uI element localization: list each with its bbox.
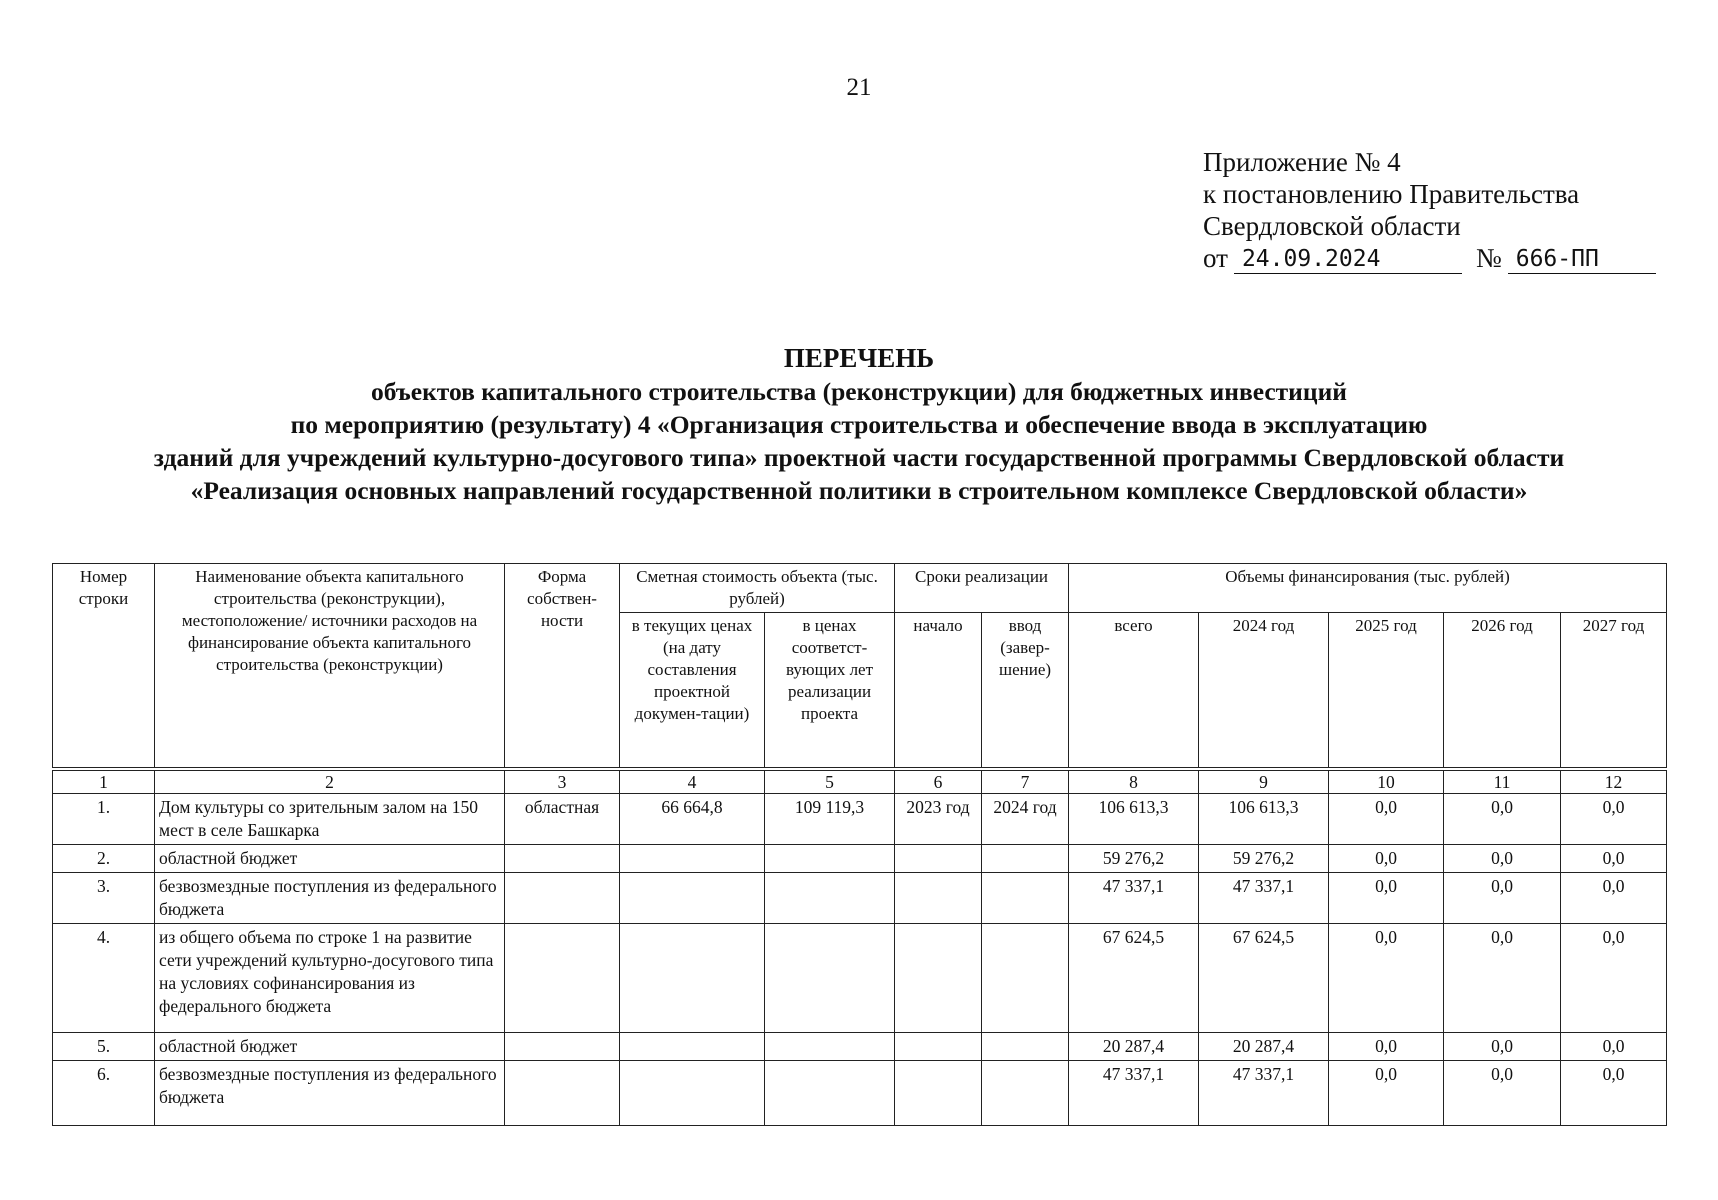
table-row [53, 873, 1667, 924]
table-row [53, 1061, 1667, 1126]
row-name: безвозмездные поступления из федерального бюджета [155, 1061, 505, 1126]
column-number: 6 [895, 771, 982, 794]
row-total: 106 613,3 [1069, 794, 1199, 845]
header-estimate-current: в текущих ценах (на дату составления проектной докумен-тации) [620, 613, 765, 768]
row-total: 47 337,1 [1069, 873, 1199, 924]
row-total: 47 337,1 [1069, 1061, 1199, 1126]
column-number: 3 [505, 771, 620, 794]
row-estimate-current: 66 664,8 [620, 794, 765, 845]
row-2024: 47 337,1 [1199, 873, 1329, 924]
table-row [53, 845, 1667, 873]
number-prefix: № [1475, 243, 1502, 273]
row-estimate-current [620, 845, 765, 873]
header-terms: Сроки реализации [895, 564, 1069, 613]
row-2025: 0,0 [1329, 924, 1444, 1033]
row-ownership [505, 924, 620, 1033]
row-end [982, 845, 1069, 873]
row-number: 4. [53, 924, 155, 1033]
row-total: 20 287,4 [1069, 1033, 1199, 1061]
row-ownership: областная [505, 794, 620, 845]
row-total: 67 624,5 [1069, 924, 1199, 1033]
row-start: 2023 год [895, 794, 982, 845]
column-number: 8 [1069, 771, 1199, 794]
row-name: Дом культуры со зрительным залом на 150 мест в селе Башкарка [155, 794, 505, 845]
row-2024: 67 624,5 [1199, 924, 1329, 1033]
title-line-3: зданий для учреждений культурно-досугового типа» проектной части государственной программы Свердловской области [153, 443, 1565, 472]
title-line-4: «Реализация основных направлений государственной политики в строительном комплексе Свердловской области» [190, 476, 1528, 505]
appendix-date-line [1203, 242, 1656, 274]
header-name: Наименование объекта капитального строительства (реконструкции), местоположение/ источники расходов на финансирование объекта капитального строительства (реконструкции) [155, 564, 505, 768]
row-name: областной бюджет [155, 1033, 505, 1061]
row-2025: 0,0 [1329, 873, 1444, 924]
column-number: 1 [53, 771, 155, 794]
row-end [982, 924, 1069, 1033]
column-number: 9 [1199, 771, 1329, 794]
row-2025: 0,0 [1329, 1033, 1444, 1061]
objects-table [52, 563, 1667, 1126]
row-ownership [505, 1061, 620, 1126]
appendix-line-2: к постановлению Правительства [1203, 179, 1580, 209]
row-estimate-current [620, 1061, 765, 1126]
column-number: 2 [155, 771, 505, 794]
row-estimate-years: 109 119,3 [765, 794, 895, 845]
appendix-line-3: Свердловской области [1203, 211, 1461, 241]
row-estimate-years [765, 873, 895, 924]
header-estimate: Сметная стоимость объекта (тыс. рублей) [620, 564, 895, 613]
row-start [895, 1033, 982, 1061]
row-end [982, 1061, 1069, 1126]
title-line-1: объектов капитального строительства (реконструкции) для бюджетных инвестиций [371, 377, 1347, 406]
row-2027: 0,0 [1561, 924, 1667, 1033]
decree-date: 24.09.2024 [1234, 245, 1462, 274]
page-number: 21 [846, 74, 872, 101]
row-end [982, 1033, 1069, 1061]
column-number: 5 [765, 771, 895, 794]
row-estimate-years [765, 924, 895, 1033]
row-start [895, 845, 982, 873]
row-2024: 59 276,2 [1199, 845, 1329, 873]
row-ownership [505, 1033, 620, 1061]
row-2026: 0,0 [1444, 1033, 1561, 1061]
row-ownership [505, 845, 620, 873]
row-name: из общего объема по строке 1 на развитие сети учреждений культурно-досугового типа на условиях софинансирования из федерального бюджета [155, 924, 505, 1033]
row-number: 2. [53, 845, 155, 873]
appendix-block [1203, 146, 1656, 274]
row-start [895, 924, 982, 1033]
row-number: 6. [53, 1061, 155, 1126]
row-2026: 0,0 [1444, 873, 1561, 924]
row-name: областной бюджет [155, 845, 505, 873]
header-ownership: Форма собствен-ности [505, 564, 620, 768]
header-fin-2025: 2025 год [1329, 613, 1444, 768]
row-2026: 0,0 [1444, 924, 1561, 1033]
row-total: 59 276,2 [1069, 845, 1199, 873]
row-estimate-current [620, 924, 765, 1033]
row-ownership [505, 873, 620, 924]
header-estimate-years: в ценах соответст-вующих лет реализации проекта [765, 613, 895, 768]
header-row-number: Номер строки [53, 564, 155, 768]
column-number: 12 [1561, 771, 1667, 794]
table-row [53, 924, 1667, 1033]
row-start [895, 873, 982, 924]
decree-number: 666-ПП [1508, 245, 1656, 274]
table-row [53, 794, 1667, 845]
row-estimate-current [620, 873, 765, 924]
row-start [895, 1061, 982, 1126]
row-number: 3. [53, 873, 155, 924]
row-estimate-years [765, 845, 895, 873]
row-2027: 0,0 [1561, 794, 1667, 845]
header-fin-2027: 2027 год [1561, 613, 1667, 768]
row-2027: 0,0 [1561, 845, 1667, 873]
header-financing: Объемы финансирования (тыс. рублей) [1069, 564, 1667, 613]
row-estimate-current [620, 1033, 765, 1061]
row-number: 1. [53, 794, 155, 845]
row-name: безвозмездные поступления из федерального бюджета [155, 873, 505, 924]
row-2026: 0,0 [1444, 794, 1561, 845]
row-estimate-years [765, 1061, 895, 1126]
header-fin-2024: 2024 год [1199, 613, 1329, 768]
document-title [0, 342, 1718, 507]
row-2027: 0,0 [1561, 1033, 1667, 1061]
header-fin-total: всего [1069, 613, 1199, 768]
row-2024: 106 613,3 [1199, 794, 1329, 845]
header-terms-start: начало [895, 613, 982, 768]
row-2027: 0,0 [1561, 1061, 1667, 1126]
row-2024: 47 337,1 [1199, 1061, 1329, 1126]
column-number: 4 [620, 771, 765, 794]
table-row [53, 1033, 1667, 1061]
column-number: 11 [1444, 771, 1561, 794]
header-fin-2026: 2026 год [1444, 613, 1561, 768]
title-line-2: по мероприятию (результату) 4 «Организация строительства и обеспечение ввода в эксплуатацию [290, 410, 1428, 439]
column-number: 10 [1329, 771, 1444, 794]
row-2027: 0,0 [1561, 873, 1667, 924]
row-2024: 20 287,4 [1199, 1033, 1329, 1061]
row-2026: 0,0 [1444, 845, 1561, 873]
row-end: 2024 год [982, 794, 1069, 845]
appendix-line-1: Приложение № 4 [1203, 147, 1401, 177]
row-2025: 0,0 [1329, 794, 1444, 845]
title-heading: ПЕРЕЧЕНЬ [783, 343, 935, 373]
row-2025: 0,0 [1329, 845, 1444, 873]
date-prefix: от [1203, 243, 1228, 273]
row-2026: 0,0 [1444, 1061, 1561, 1126]
header-terms-end: ввод (завер-шение) [982, 613, 1069, 768]
row-number: 5. [53, 1033, 155, 1061]
row-estimate-years [765, 1033, 895, 1061]
row-end [982, 873, 1069, 924]
column-numbers-row [53, 771, 1667, 794]
row-2025: 0,0 [1329, 1061, 1444, 1126]
column-number: 7 [982, 771, 1069, 794]
